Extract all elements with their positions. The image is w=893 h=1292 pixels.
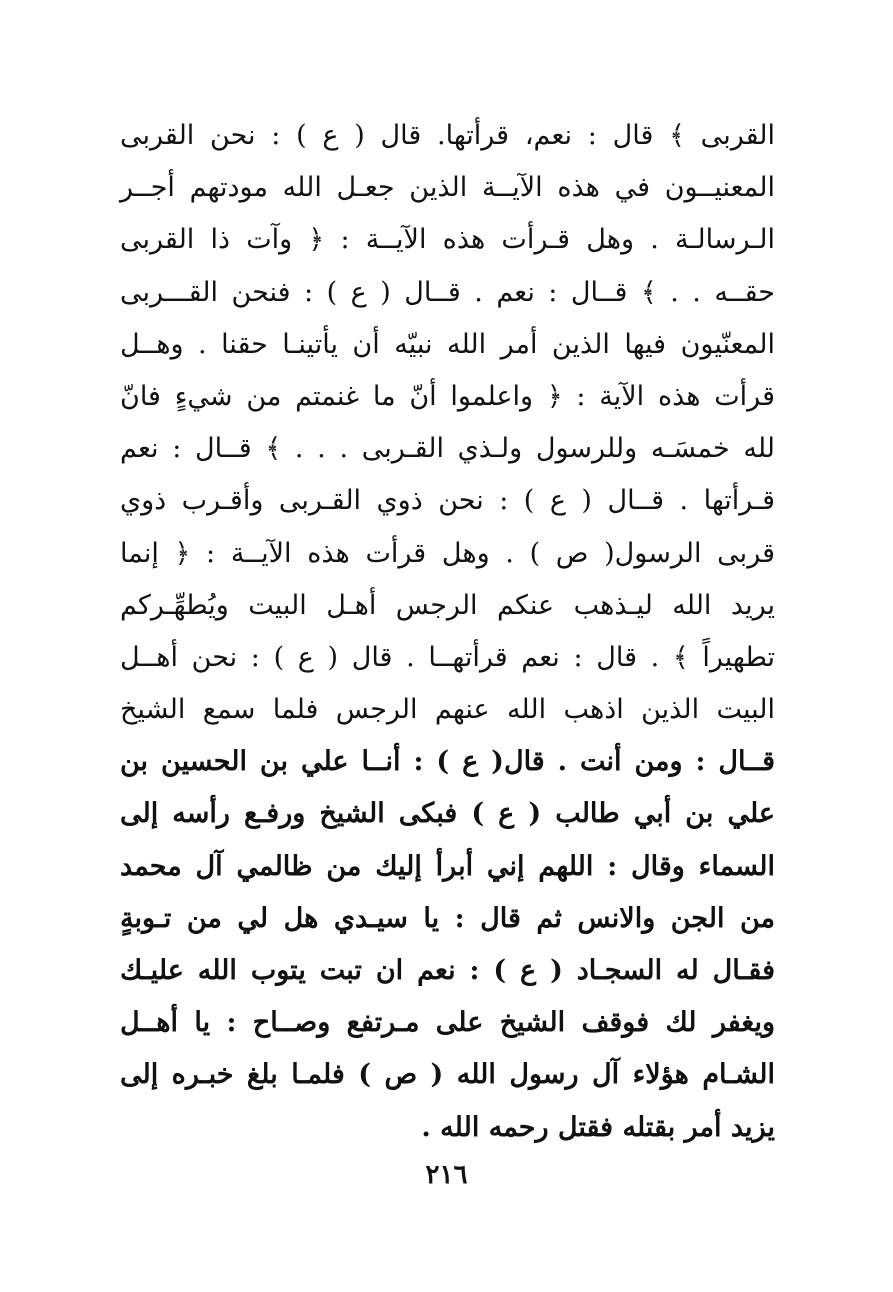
text-line: الشـام هؤلاء آل رسول الله ( ص ) فلمـا بلغ خبـره إلى [120,1059,775,1091]
text-line-last: يزيد أمر بقتله فقتل رحمه الله . [421,1111,775,1143]
body-text [120,110,775,1154]
text-line: المعنّيون فيها الذين أمر الله نبيّه أن يأتينـا حقنا . وهــل [120,328,775,360]
text-line: تطهيراً ﴾ . قال : نعم قرأتهــا . قال ( ع ) : نحن أهــل [120,641,775,673]
text-line: القربى ﴾ قال : نعم، قرأتها. قال ( ع ) : نحن القربى [120,120,775,151]
text-line: قرأت هذه الآية : ﴿ واعلموا أنّ ما غنمتم من شيءٍ فانّ [120,380,775,412]
text-line: الـرسالـة . وهل قـرأت هذه الآيــة : ﴿ وآت ذا القربى [120,224,775,256]
text-line: البيت الذين اذهب الله عنهم الرجس فلما سمع الشيخ [120,694,775,726]
page-number: ٢١٦ [425,1160,468,1190]
text-line: علي بن أبي طالب ( ع ) فبكى الشيخ ورفـع رأسه إلى [120,798,775,830]
text-line: لله خمسَـه وللرسول ولـذي القـربى . . . ﴾ قــال : نعم [120,433,775,465]
text-line: ويغفر لك فوقف الشيخ على مـرتفع وصــاح : يا أهــل [120,1007,775,1039]
text-line: من الجن والانس ثم قال : يا سيـدي هل لي من تـوبةٍ [120,902,775,934]
text-line: السماء وقال : اللهم إني أبرأ إليك من ظالمي آل محمد [120,850,775,882]
text-line: المعنيــون في هذه الآيــة الذين جعـل الله مودتهم أجــر [120,172,775,204]
text-line: قـرأتها . قــال ( ع ) : نحن ذوي القـربى وأقـرب ذوي [120,485,775,517]
text-line: حقــه . . ﴾ قــال : نعم . قــال ( ع ) : فنحن القـــربى [120,276,775,308]
text-line: قربى الرسول( ص ) . وهل قرأت هذه الآيــة : ﴿ إنما [120,537,775,569]
text-line: يريد الله ليـذهب عنكم الرجس أهـل البيت ويُطهِّـركم [120,589,775,621]
text-line: فقـال له السجـاد ( ع ) : نعم ان تبت يتوب الله عليـك [120,955,775,986]
text-line: قــال : ومن أنت . قال( ع ) : أنــا علي بن الحسين بن [120,746,775,778]
